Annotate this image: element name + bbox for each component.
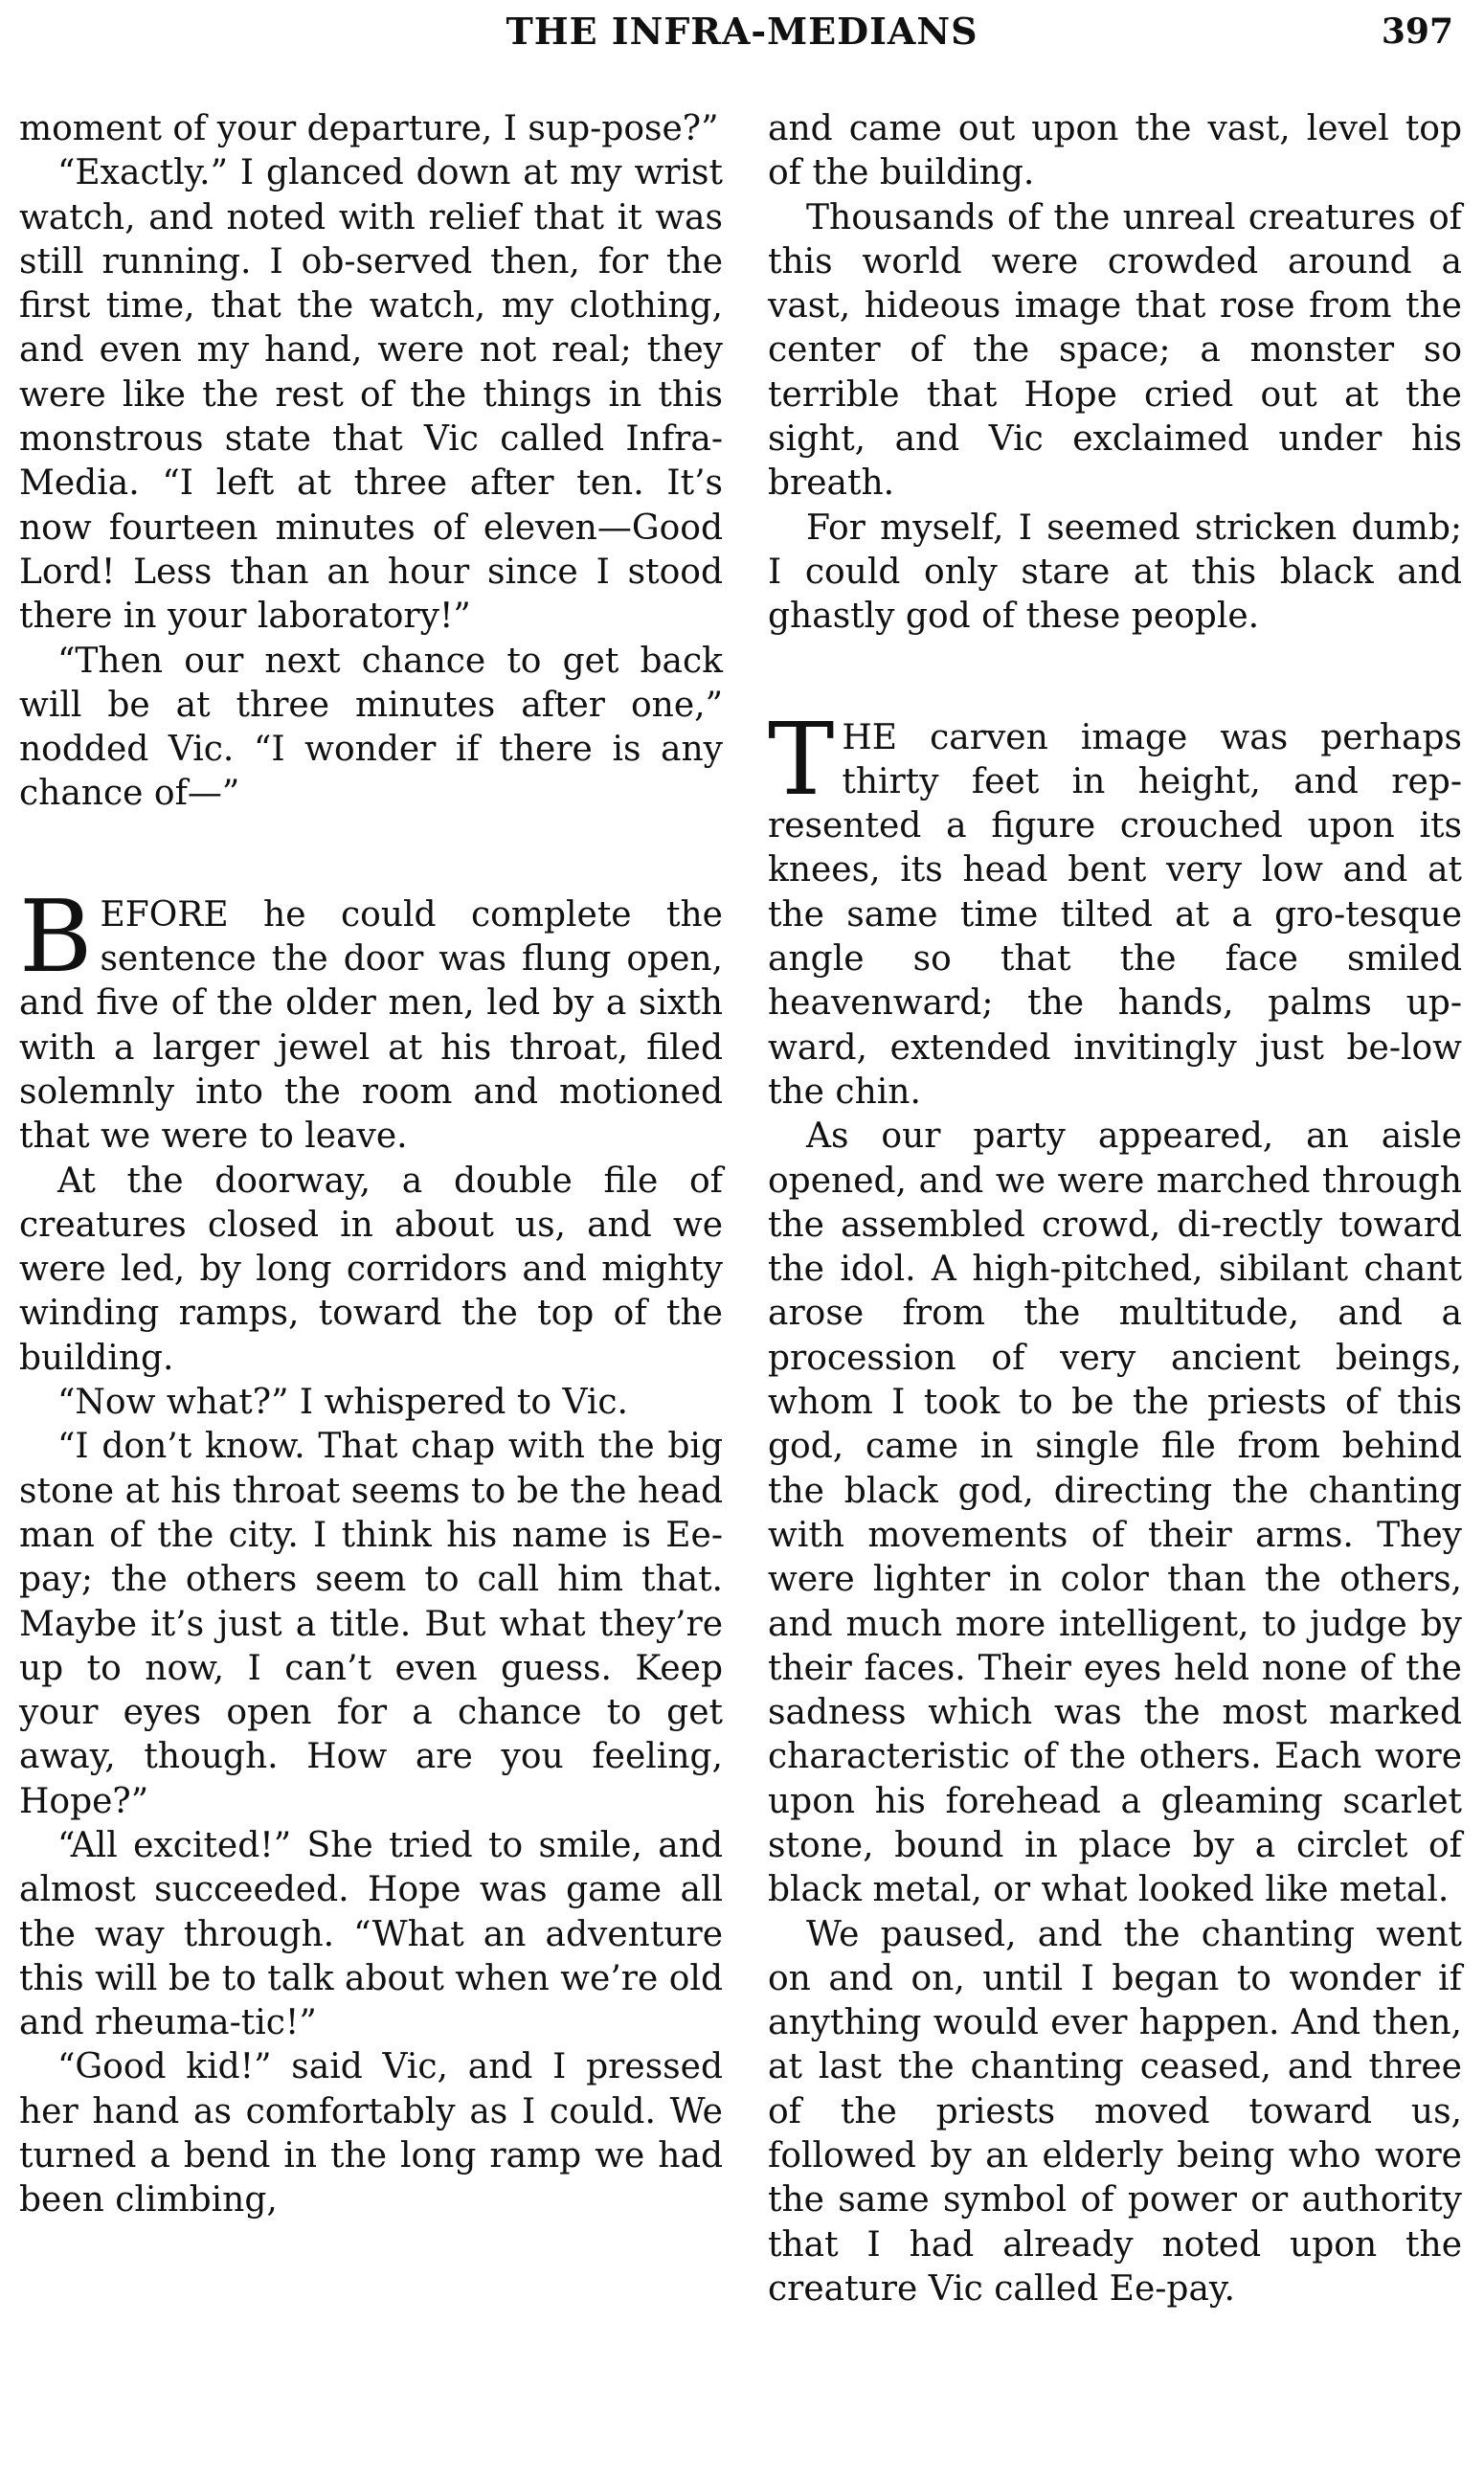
paragraph: “Exactly.” I glanced down at my wrist watch, and noted with relief that it was still running. I ob-served then, for the first time, that the watch, my clothing, and even my hand, were not real; they were like the rest of the things in this monstrous state that Vic called Infra-Media. “I left at three after ten. It’s now fourteen minutes of eleven—Good Lord! Less than an hour since I stood there in your laboratory!” bbox=[19, 153, 723, 637]
paragraph-with-dropcap bbox=[19, 877, 723, 1160]
paragraph-with-dropcap bbox=[768, 700, 1462, 1116]
right-column bbox=[768, 107, 1462, 2311]
page-number: 397 bbox=[1381, 11, 1453, 52]
paragraph: and came out upon the vast, level top of the building. bbox=[768, 109, 1462, 193]
paragraph: “I don’t know. That chap with the big stone at his throat seems to be the head man of the city. I think his name is Ee-pay; the others seem to call him that. Maybe it’s just a title. But what they’re up to now, I can’t even guess. Keep your eyes open for a chance to get away, though. How are you feeling, Hope?” bbox=[19, 1427, 723, 1821]
left-column bbox=[19, 107, 723, 2223]
paragraph: Thousands of the unreal creatures of this world were crowded around a vast, hideous image that rose from the center of the space; a monster so terrible that Hope cried out at the sight, and Vic exclaimed under his breath. bbox=[768, 197, 1462, 504]
paragraph: “All excited!” She tried to smile, and almost succeeded. Hope was game all the way through. “What an adventure this will be to talk about when we’re old and rheuma-tic!” bbox=[19, 1825, 723, 2043]
paragraph: “Now what?” I whispered to Vic. bbox=[57, 1383, 628, 1423]
paragraph: At the doorway, a double file of creatures closed in about us, and we were led, by long corridors and mighty winding ramps, toward the top of the building. bbox=[19, 1161, 723, 1378]
paragraph-text: EFORE he could complete the sentence the door was flung open, and five of the older men, led by a sixth with a larger jewel at his throat, filed solemnly into the room and motioned that we were to leave. bbox=[19, 894, 723, 1157]
running-title: THE INFRA-MEDIANS bbox=[506, 10, 978, 53]
section-break bbox=[19, 817, 723, 893]
paragraph: We paused, and the chanting went on and on, until I began to wonder if anything would ever happen. And then, at last the chanting ceased, and three of the priests moved toward us, followed by an elderly being who wore the same symbol of power or authority that I had already noted upon the creature Vic called Ee-pay. bbox=[768, 1914, 1462, 2309]
paragraph: As our party appeared, an aisle opened, and we were marched through the assembled crowd, di-rectly toward the idol. A high-pitched, sibilant chant arose from the multitude, and a procession of very ancient beings, whom I took to be the priests of this god, came in single file from behind the black god, directing the chanting with movements of their arms. They were lighter in color than the others, and much more intelligent, to judge by their faces. Their eyes held none of the sadness which was the most marked characteristic of the others. Each wore upon his forehead a gleaming scarlet stone, bound in place by a circlet of black metal, or what looked like metal. bbox=[768, 1116, 1462, 1910]
paragraph: “Good kid!” said Vic, and I pressed her hand as comfortably as I could. We turned a bend in the long ramp we had been climbing, bbox=[19, 2047, 723, 2221]
paragraph: For myself, I seemed stricken dumb; I could only stare at this black and ghastly god of these people. bbox=[768, 507, 1462, 637]
paragraph-text: HE carven image was perhaps thirty feet in height, and rep-resented a figure crouched upon its knees, its head bent very low and at the same time tilted at a gro-tesque angle so that the face smiled heavenward; the hands, palms up-ward, extended invitingly just be-low the chin. bbox=[768, 717, 1462, 1112]
drop-cap: T bbox=[768, 700, 835, 818]
drop-cap: B bbox=[19, 877, 93, 995]
section-break bbox=[768, 640, 1462, 716]
paragraph: moment of your departure, I sup-pose?” bbox=[19, 109, 719, 148]
paragraph: “Then our next chance to get back will be at three minutes after one,” nodded Vic. “I wonder if there is any chance of—” bbox=[19, 641, 723, 814]
